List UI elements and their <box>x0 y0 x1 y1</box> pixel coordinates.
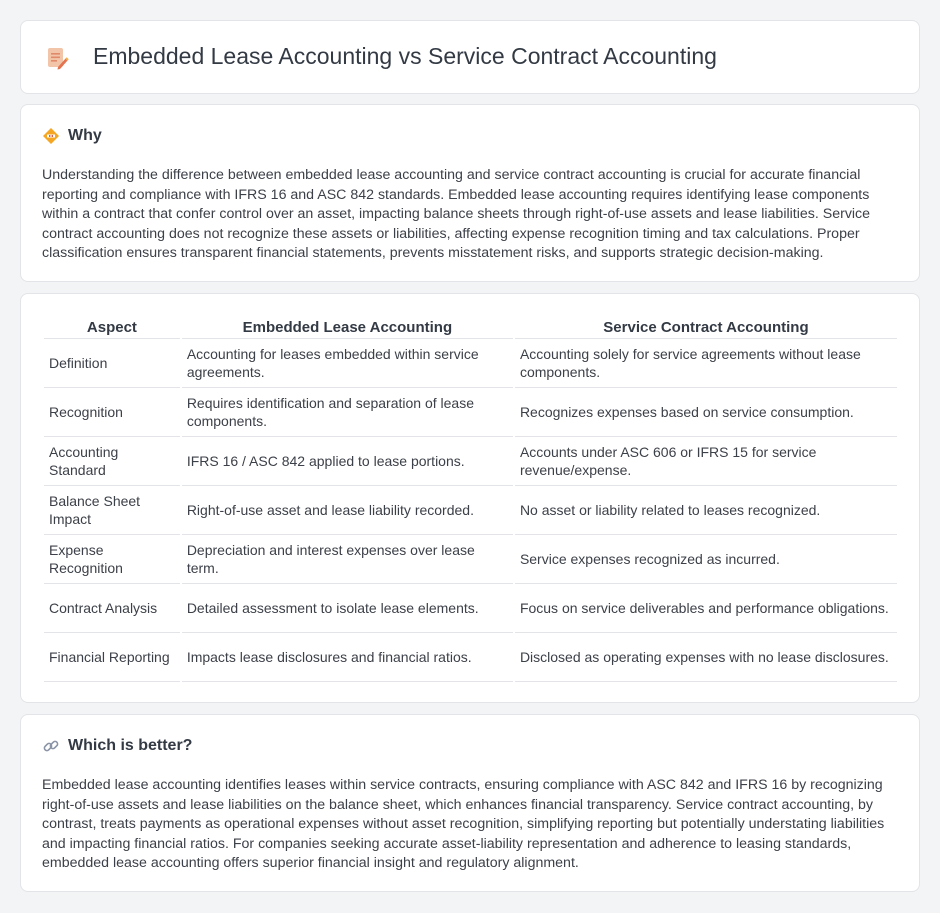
better-heading: Which is better? <box>68 737 193 754</box>
aspect-cell: Recognition <box>44 388 180 437</box>
title-card <box>20 20 920 94</box>
embedded-lease-cell: Requires identification and separation of lease components. <box>182 388 513 437</box>
comparison-section <box>20 293 920 703</box>
aspect-cell: Definition <box>44 339 180 388</box>
service-contract-cell: Service expenses recognized as incurred. <box>515 535 897 584</box>
embedded-lease-cell: Detailed assessment to isolate lease elements. <box>182 584 513 633</box>
service-contract-cell: Disclosed as operating expenses with no lease disclosures. <box>515 633 897 682</box>
service-contract-cell: Accounts under ASC 606 or IFRS 15 for service revenue/expense. <box>515 437 897 486</box>
service-contract-cell: Focus on service deliverables and performance obligations. <box>515 584 897 633</box>
service-contract-cell: Recognizes expenses based on service consumption. <box>515 388 897 437</box>
table-header-row <box>44 315 897 339</box>
service-contract-cell: No asset or liability related to leases recognized. <box>515 486 897 535</box>
table-row <box>44 535 897 584</box>
comparison-table <box>42 315 899 682</box>
why-heading: Why <box>68 127 102 144</box>
column-header-aspect: Aspect <box>44 315 180 339</box>
link-icon <box>42 737 60 755</box>
table-row <box>44 437 897 486</box>
embedded-lease-cell: Right-of-use asset and lease liability recorded. <box>182 486 513 535</box>
aspect-cell: Accounting Standard <box>44 437 180 486</box>
table-row <box>44 339 897 388</box>
table-row <box>44 388 897 437</box>
embedded-lease-cell: Accounting for leases embedded within service agreements. <box>182 339 513 388</box>
aspect-cell: Balance Sheet Impact <box>44 486 180 535</box>
diamond-warning-icon <box>42 127 60 145</box>
why-heading-row <box>42 127 102 145</box>
aspect-cell: Financial Reporting <box>44 633 180 682</box>
which-is-better-section <box>20 714 920 892</box>
column-header-service-contract: Service Contract Accounting <box>515 315 897 339</box>
aspect-cell: Contract Analysis <box>44 584 180 633</box>
page-title: Embedded Lease Accounting vs Service Contract Accounting <box>93 43 717 69</box>
embedded-lease-cell: Impacts lease disclosures and financial ratios. <box>182 633 513 682</box>
aspect-cell: Expense Recognition <box>44 535 180 584</box>
document-edit-icon <box>45 46 69 70</box>
service-contract-cell: Accounting solely for service agreements without lease components. <box>515 339 897 388</box>
column-header-embedded-lease: Embedded Lease Accounting <box>182 315 513 339</box>
embedded-lease-cell: Depreciation and interest expenses over lease term. <box>182 535 513 584</box>
table-row <box>44 633 897 682</box>
why-section <box>20 104 920 282</box>
embedded-lease-cell: IFRS 16 / ASC 842 applied to lease portions. <box>182 437 513 486</box>
table-row <box>44 486 897 535</box>
table-row <box>44 584 897 633</box>
better-paragraph: Embedded lease accounting identifies leases within service contracts, ensuring compliance with ASC 842 and IFRS 16 by recognizing right-of-use assets and lease liabilities on the balance sheet, which enhances financial transparency. Service contract accounting, by contrast, treats payments as operational expenses without asset recognition, simplifying reporting but potentially understating liabilities and impacting financial ratios. For companies seeking accurate asset-liability representation and adherence to leasing standards, embedded lease accounting offers superior financial insight and regulatory alignment. <box>42 777 885 872</box>
why-paragraph: Understanding the difference between embedded lease accounting and service contract accounting is crucial for accurate financial reporting and compliance with IFRS 16 and ASC 842 standards. Embedded lease accounting requires identifying lease components within a contract that confer control over an asset, impacting balance sheets through right-of-use assets and lease liabilities. Service contract accounting does not recognize these assets or liabilities, affecting expense recognition timing and tax calculations. Proper classification ensures transparent financial statements, prevents misstatement risks, and supports strategic decision-making. <box>42 167 871 262</box>
better-heading-row <box>42 737 192 755</box>
